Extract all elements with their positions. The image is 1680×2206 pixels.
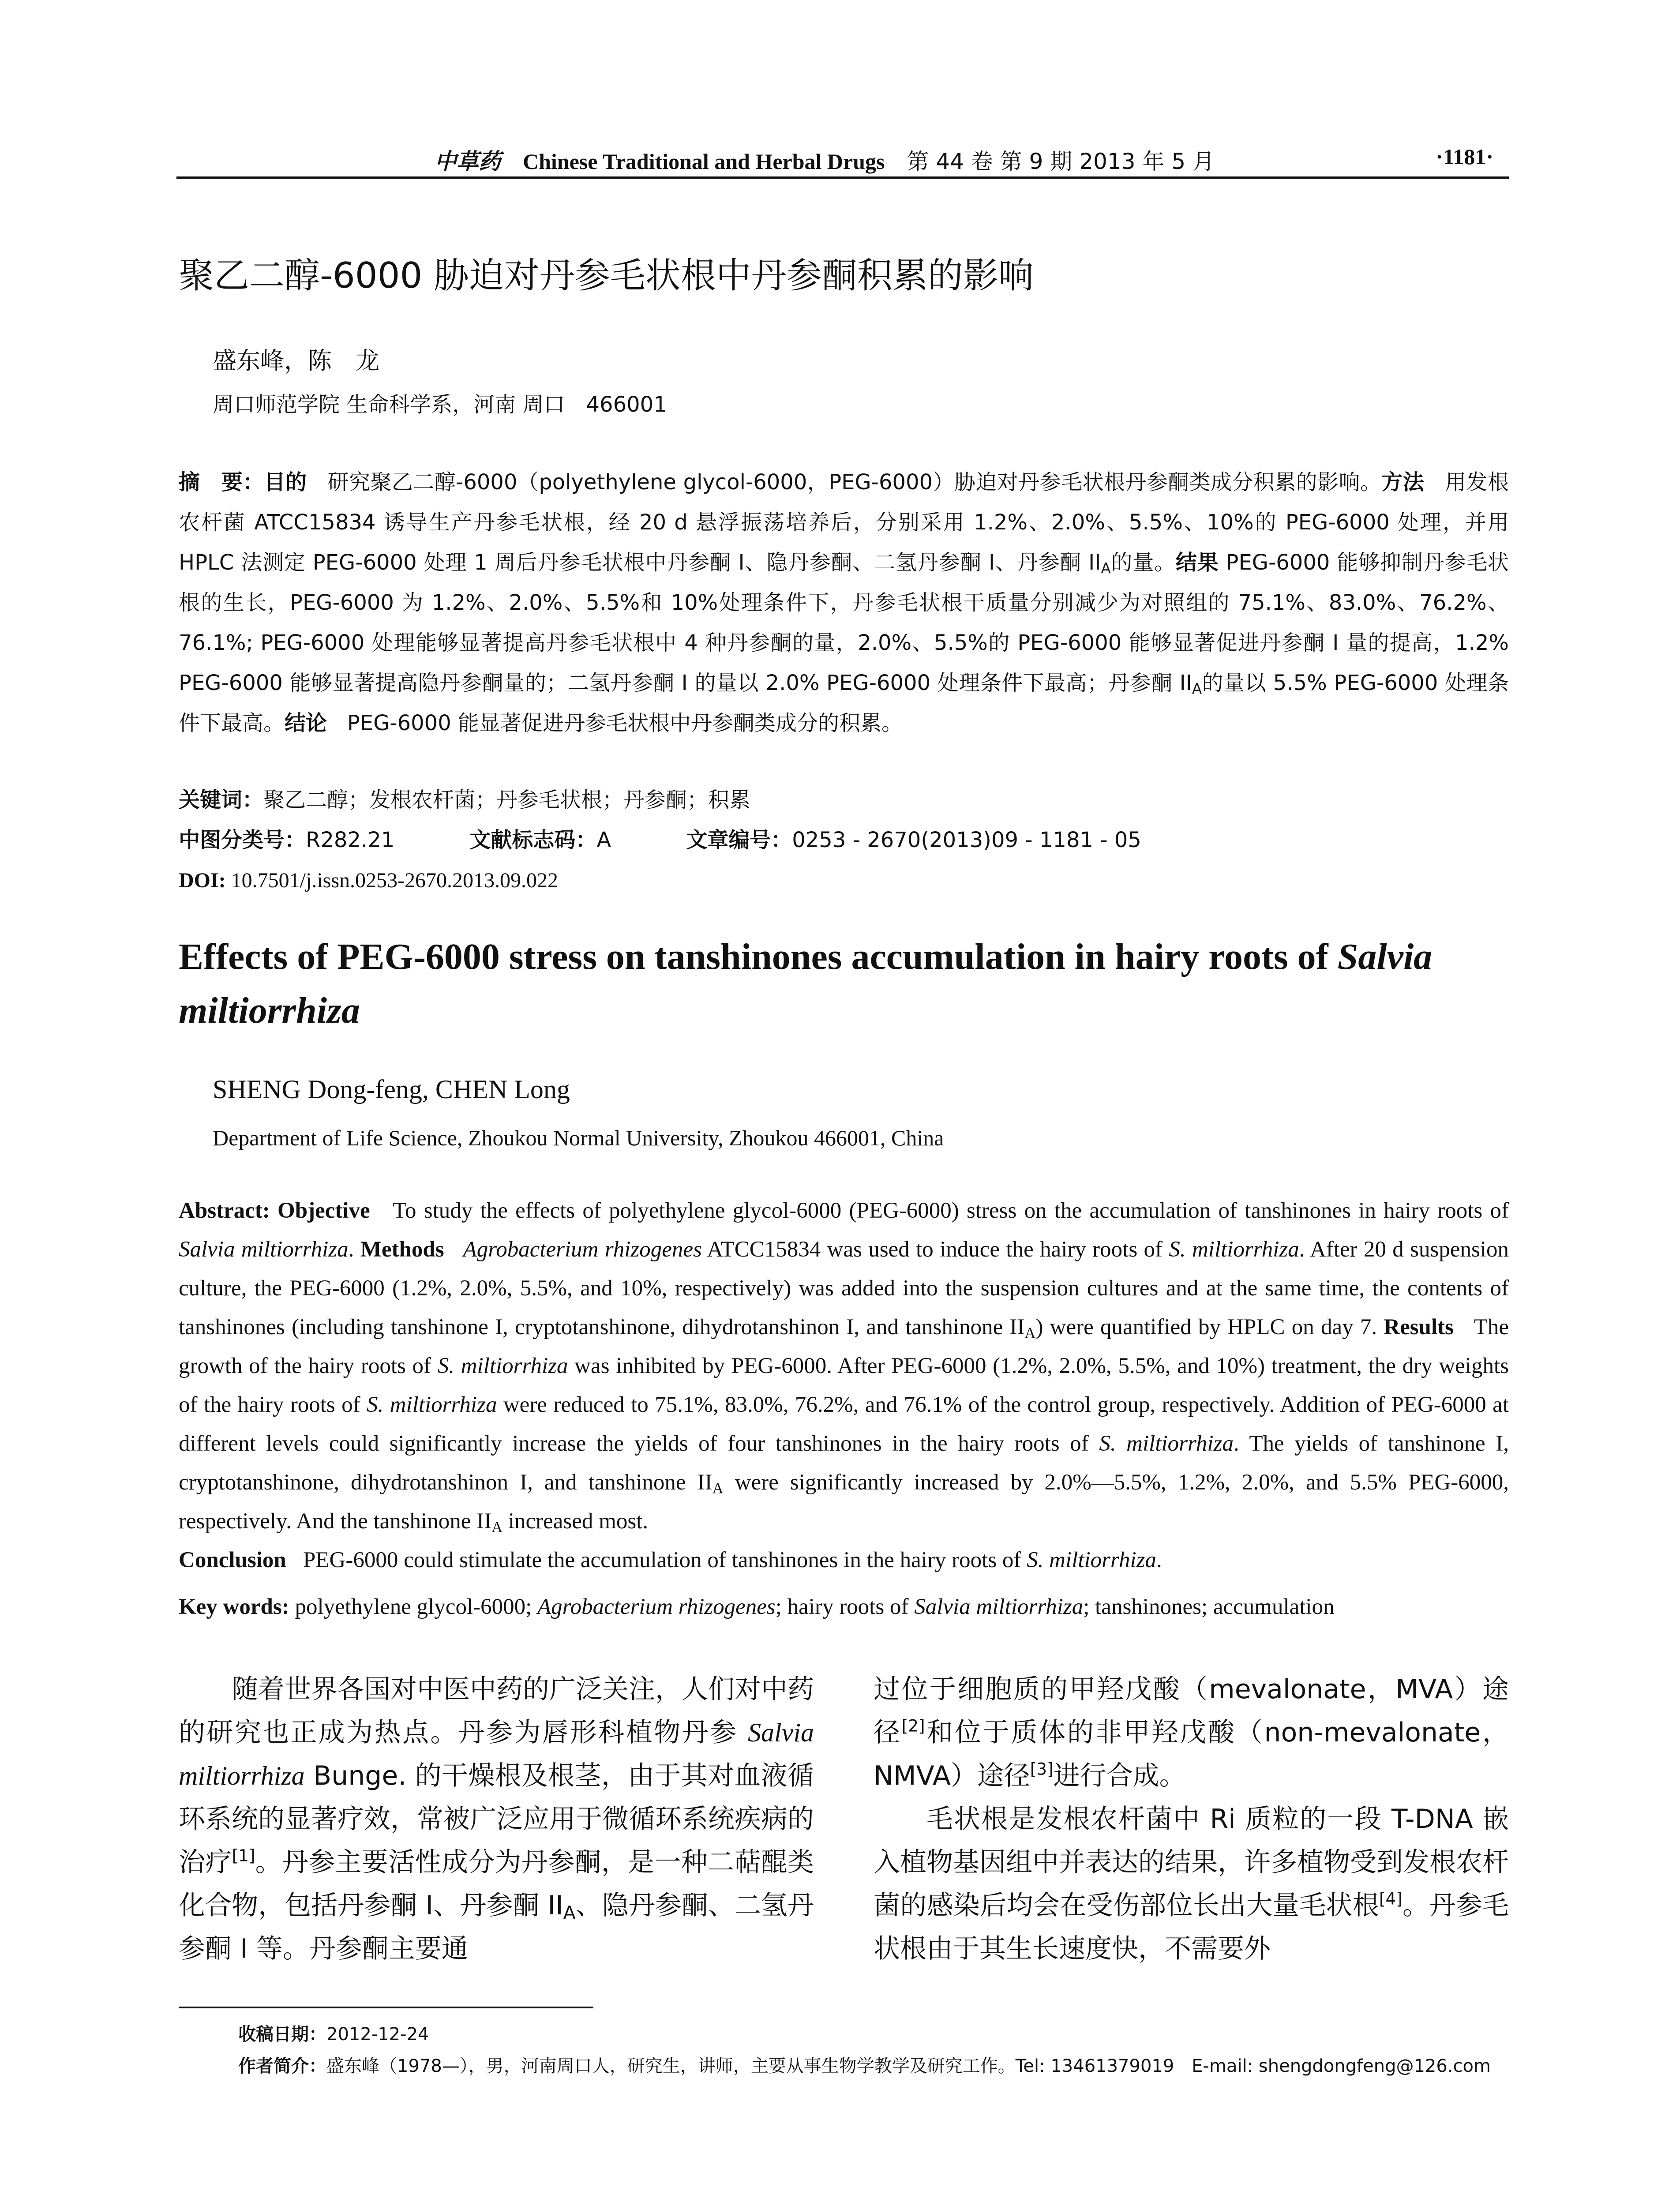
doi-label: DOI: [179, 869, 226, 892]
results-en-6: increased most. [502, 1509, 649, 1534]
abstract-cn-label: 摘 要： [179, 470, 264, 495]
results-en-1: The growth of the hairy roots of [179, 1315, 1509, 1378]
keyword-italic: Salvia miltiorrhiza [914, 1594, 1084, 1619]
doc-code-value: A [596, 828, 611, 852]
journal-issue: 第 44 卷 第 9 期 2013 年 5 月 [907, 149, 1215, 174]
received-date-label: 收稿日期： [238, 2024, 326, 2045]
body-column-right [874, 1668, 1509, 1970]
keywords-cn-label: 关键词： [179, 788, 264, 812]
journal-name-cn: 中草药 [435, 149, 501, 174]
species-abbr: S. miltiorrhiza [1169, 1237, 1299, 1262]
affiliation-cn: 周口师范学院 生命科学系，河南 周口 466001 [213, 392, 667, 417]
conclusion-en-1: PEG-6000 could stimulate the accumulation of tanshinones in the hairy roots of [303, 1548, 1027, 1572]
title-en-text: Effects of PEG-6000 stress on tanshinones accumulation in hairy roots of [179, 936, 1338, 977]
objective-en-label: Objective [278, 1198, 370, 1223]
species-abbr: S. miltiorrhiza [1027, 1548, 1156, 1572]
author-bio: 盛东峰（1978—），男，河南周口人，研究生，讲师，主要从事生物学教学及研究工作。Tel: 13461379019 E-mail: shengdongfeng@126.com [326, 2056, 1491, 2076]
species-name: Salvia miltiorrhiza [179, 1237, 349, 1262]
doi-value: 10.7501/j.issn.0253-2670.2013.09.022 [231, 869, 559, 892]
methods-en: ATCC15834 was used to induce the hairy roots of [701, 1237, 1169, 1262]
body-column-left [179, 1668, 814, 1970]
subscript-a: A [1024, 1324, 1036, 1342]
keywords-cn: 聚乙二醇；发根农杆菌；丹参毛状根；丹参酮；积累 [263, 788, 751, 812]
running-head-center [435, 144, 1215, 176]
header-rule [176, 176, 1509, 179]
results-cn-label: 结果 [1175, 550, 1219, 575]
body-text: 过位于细胞质的甲羟戊酸（mevalonate，MVA）途径 [874, 1674, 1509, 1748]
affiliation-en: Department of Life Science, Zhoukou Normal University, Zhoukou 466001, China [213, 1126, 944, 1150]
body-text: 随着世界各国对中医中药的广泛关注，人们对中药的研究也正成为热点。丹参为唇形科植物丹参 [179, 1674, 814, 1748]
methods-cn-label: 方法 [1381, 470, 1425, 495]
methods-cn: 用发根农杆菌 ATCC15834 诱导生产丹参毛状根，经 20 d 悬浮振荡培养后，分别采用 1.2%、2.0%、5.5%、10%的 PEG-6000 处理，并用 HPLC 法测定 PEG-6000 处理 1 周后丹参毛状根中丹参酮 I、隐丹参酮、二氢丹参酮 I、丹参酮 II [179, 470, 1509, 575]
citation-ref[interactable]: [4] [1379, 1889, 1402, 1909]
body-text: 毛状根是发根农杆菌中 Ri 质粒的一段 T-DNA 嵌入植物基因组中并表达的结果，许多植物受到发根农杆菌的感染后均会在受伤部位长出大量毛状根 [874, 1804, 1509, 1921]
article-no-label: 文章编号： [686, 828, 792, 852]
objective-cn: 研究聚乙二醇-6000（polyethylene glycol-6000，PEG-6000）胁迫对丹参毛状根丹参酮类成分积累的影响。 [327, 470, 1382, 495]
methods-en-3: ) were quantified by HPLC on day 7. [1035, 1315, 1384, 1339]
running-head [179, 140, 1511, 176]
conclusion-en-label: Conclusion [179, 1548, 286, 1572]
conclusion-cn-label: 结论 [285, 711, 327, 735]
results-en-5: were significantly increased by 2.0%—5.5%, 1.2%, 2.0%, and 5.5% PEG-6000, respectively. And the tanshinone II [179, 1470, 1509, 1534]
keyword-text: ; hairy roots of [775, 1594, 915, 1619]
clc-value: R282.21 [306, 828, 395, 852]
doc-code-label: 文献标志码： [469, 828, 597, 852]
objective-en: To study the effects of polyethylene glycol-6000 (PEG-6000) stress on the accumulation of tanshinones in hairy roots of [393, 1198, 1509, 1223]
authors-cn: 盛东峰，陈 龙 [213, 347, 379, 375]
abstract-en [179, 1191, 1509, 1579]
results-en-4: . The yields of tanshinone I, cryptotanshinone, dihydrotanshinon I, and tanshinone II [179, 1431, 1509, 1495]
author-bio-row [238, 2050, 1518, 2082]
author-bio-label: 作者简介： [238, 2056, 326, 2076]
citation-ref[interactable]: [1] [232, 1846, 255, 1865]
citation-ref[interactable]: [3] [1030, 1759, 1054, 1779]
keywords-en [179, 1587, 1509, 1626]
title-en-species: Salvia miltiorrhiza [179, 936, 1432, 1031]
abstract-cn-text [179, 462, 1509, 743]
body-text: 、隐丹参酮、二氢丹参酮 I 等。丹参酮主要通 [179, 1890, 814, 1964]
results-en-3: were reduced to 75.1%, 83.0%, 76.2%, and 76.1% of the control group, respectively. Addition of PEG-6000 at different levels could significantly increase the yields of four tanshinones in the hairy roots of [179, 1392, 1509, 1456]
body-paragraph [179, 1668, 814, 1970]
body-text: 进行合成。 [1053, 1760, 1186, 1791]
body-paragraph [874, 1668, 1509, 1797]
results-en-2: was inhibited by PEG-6000. After PEG-6000 (1.2%, 2.0%, 5.5%, and 10%) treatment, the dry weights of the hairy roots of [179, 1354, 1509, 1417]
subscript-a: A [563, 1902, 576, 1924]
title-en [179, 930, 1509, 1038]
body-paragraph [874, 1797, 1509, 1970]
authors-en: SHENG Dong-feng, CHEN Long [213, 1075, 570, 1104]
doi-row [179, 860, 1509, 900]
received-date-row [238, 2018, 1518, 2050]
keyword-text: polyethylene glycol-6000; [289, 1594, 538, 1619]
methods-cn-end: 的量。 [1110, 550, 1176, 575]
title-cn: 聚乙二醇-6000 胁迫对丹参毛状根中丹参酮积累的影响 [179, 255, 1034, 296]
keywords-cn-row [179, 780, 1509, 820]
species-abbr: S. miltiorrhiza [437, 1354, 568, 1378]
subscript-a: A [491, 1518, 503, 1536]
body-text: 。丹参毛状根由于其生长速度快，不需要外 [874, 1890, 1509, 1964]
page-number: ·1181· [1436, 144, 1493, 169]
species-abbr: S. miltiorrhiza [367, 1392, 497, 1417]
objective-cn-label: 目的 [264, 470, 307, 495]
body-text: Bunge. 的干燥根及根茎，由于其对血液循环系统的显著疗效，常被广泛应用于微循环系统疾病的治疗 [179, 1760, 814, 1878]
objective-en-end: . [348, 1237, 360, 1262]
keyword-text: ; tanshinones; accumulation [1083, 1594, 1335, 1619]
citation-ref[interactable]: [2] [901, 1716, 925, 1736]
received-date: 2012-12-24 [326, 2024, 429, 2045]
body-text: 和位于质体的非甲羟戊酸（non-mevalonate，NMVA）途径 [874, 1717, 1509, 1791]
keyword-italic: Agrobacterium rhizogenes [537, 1594, 776, 1619]
results-cn: PEG-6000 能够抑制丹参毛状根的生长，PEG-6000 为 1.2%、2.0%、5.5%和 10%处理条件下，丹参毛状根干质量分别减少为对照组的 75.1%、83.0%、76.2%、76.1%; PEG-6000 处理能够显著提高丹参毛状根中 4 种丹参酮的量，2.0%、5.5%的 PEG-6000 能够显著促进丹参酮 I 量的提高，1.2% PEG-6000 能够显著提高隐丹参酮量的；二氢丹参酮 I 的量以 2.0% PEG-6000 处理条件下最高；丹参酮 II [179, 550, 1509, 695]
bacterium-name: Agrobacterium rhizogenes [463, 1237, 702, 1262]
body-text: 。丹参主要活性成分为丹参酮，是一种二萜醌类化合物，包括丹参酮 I、丹参酮 II [179, 1847, 814, 1921]
methods-en-label: Methods [360, 1237, 444, 1262]
species-abbr: S. miltiorrhiza [1099, 1431, 1234, 1456]
methods-cn-subscript: A [1101, 560, 1111, 577]
meta-cn [179, 780, 1509, 900]
species-name: Salvia miltiorrhiza [179, 1718, 814, 1790]
footnote-rule [179, 2007, 593, 2008]
journal-name-en: Chinese Traditional and Herbal Drugs [523, 149, 885, 174]
results-cn-subscript: A [1192, 680, 1202, 698]
subscript-a: A [712, 1479, 724, 1497]
classification-row [179, 820, 1509, 860]
clc-label: 中图分类号： [179, 828, 306, 852]
conclusion-en-2: . [1156, 1548, 1162, 1572]
footnotes [238, 2018, 1518, 2082]
article-no-value: 0253 - 2670(2013)09 - 1181 - 05 [792, 828, 1141, 852]
conclusion-cn: PEG-6000 能显著促进丹参毛状根中丹参酮类成分的积累。 [347, 711, 903, 735]
abstract-en-label: Abstract: [179, 1198, 278, 1223]
abstract-en-text [179, 1191, 1509, 1579]
methods-en-2: . After 20 d suspension culture, the PEG-6000 (1.2%, 2.0%, 5.5%, and 10%, respectively) was added into the suspension cultures and at the same time, the contents of tanshinones (including tanshinone I, cryptotanshinone, dihydrotanshinon I, and tanshinone II [179, 1237, 1509, 1339]
abstract-cn [179, 462, 1509, 743]
results-en-label: Results [1384, 1315, 1454, 1339]
results-cn-end: 的量以 5.5% PEG-6000 处理条件下最高。 [179, 671, 1509, 735]
keywords-en-label: Key words: [179, 1594, 289, 1619]
